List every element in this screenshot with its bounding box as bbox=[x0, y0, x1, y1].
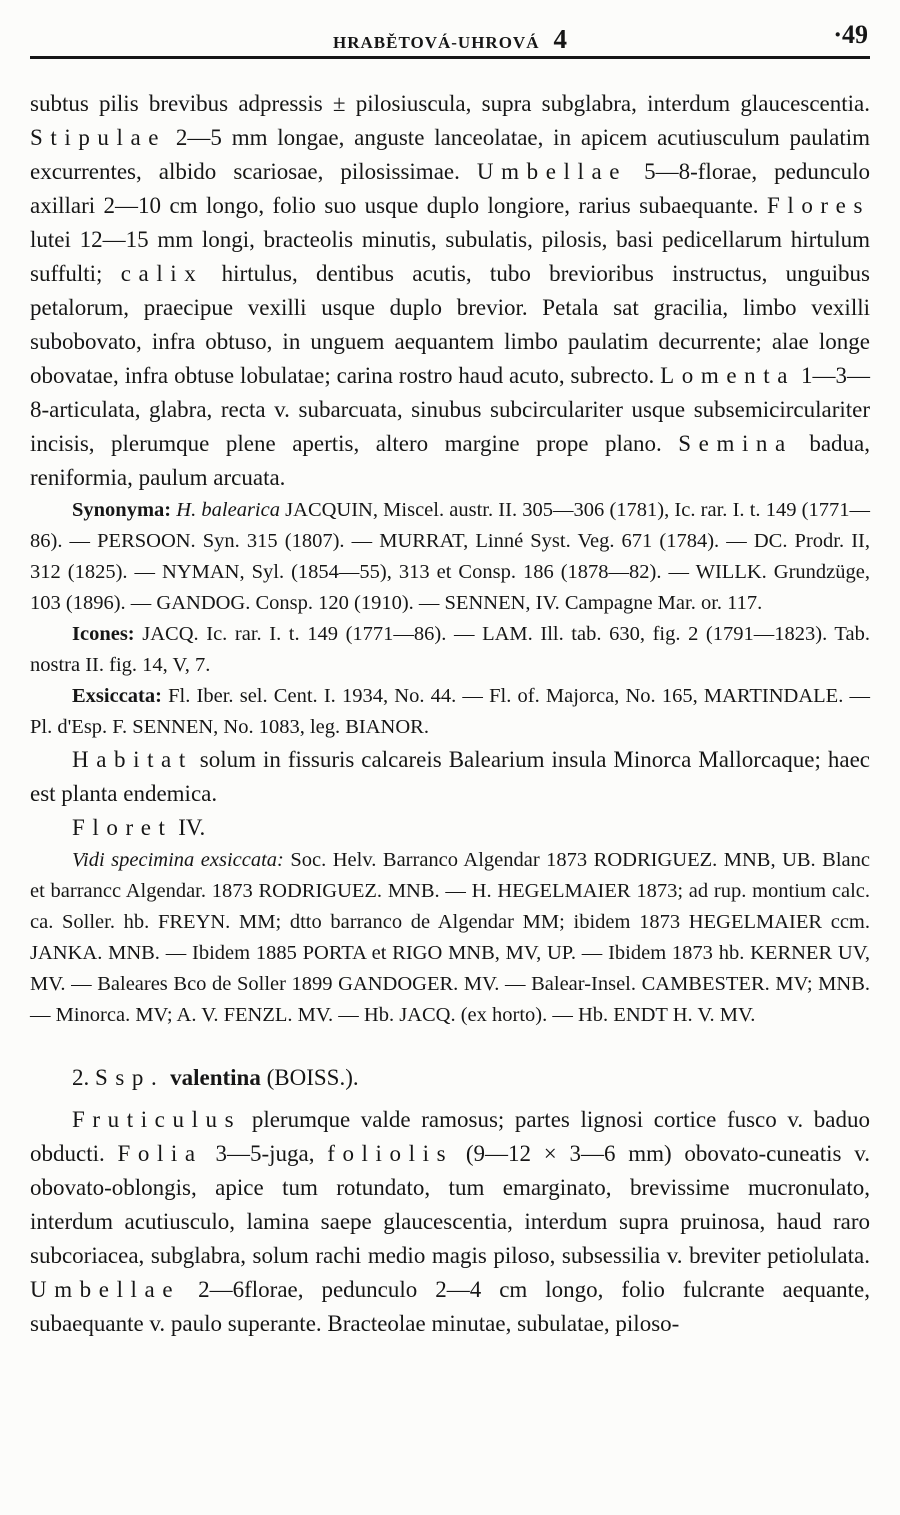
paragraph-habitat bbox=[30, 743, 870, 811]
text-segment: IV. bbox=[172, 815, 206, 840]
paragraph-icones bbox=[30, 619, 870, 681]
text-segment: valentina bbox=[170, 1065, 261, 1090]
text-segment: Habitat bbox=[72, 747, 193, 772]
text-segment: 5—8-florae, pedunculo axillari 2—10 cm longo, folio suo usque duplo longiore, rarius subaequante. bbox=[30, 159, 870, 218]
text-segment: JACQ. Ic. rar. I. t. 149 (1771—86). — LAM. Ill. tab. 630, fig. 2 (1791—1823). Tab. nostra II. fig. 14, V, 7. bbox=[30, 623, 871, 676]
text-segment: 3—5-juga, bbox=[202, 1141, 328, 1166]
running-title: HRABĚTOVÁ-UHROVÁ bbox=[333, 33, 540, 52]
text-segment: Umbellae bbox=[476, 159, 628, 184]
text-segment: Flores bbox=[766, 193, 870, 218]
text-segment: Exsiccata: bbox=[72, 685, 169, 707]
text-segment: Stipulae bbox=[30, 125, 167, 150]
text-segment: Soc. Helv. Barranco Algendar 1873 RODRIGUEZ. MNB, UB. Blanc et barrancc Algendar. 1873 RODRIGUEZ. MNB. — H. HEGELMAIER 1873; ad rup. montium calc. ca. Soller. hb. FREYN. MM; dtto barranco de Algendar MM; ibidem 1873 HEGELMAIER ccm. JANKA. MNB. — Ibidem 1885 PORTA et RIGO MNB, MV, UP. — Ibidem 1873 hb. KERNER UV, MV. — Baleares Bco de Soller 1899 GANDOGER. MV. — Balear-Insel. CAMBESTER. MV; MNB. — Minorca. MV; A. V. FENZL. MV. — Hb. JACQ. (ex horto). — Hb. ENDT H. V. MV. bbox=[30, 849, 870, 1026]
text-segment: plerumque valde ramosus; partes lignosi cortice fusco v. baduo obducti. bbox=[30, 1107, 870, 1166]
text-segment: hirtulus, dentibus acutis, tubo brevioribus instructus, unguibus petalorum, praecipue vexilli usque duplo brevior. Petala sat gracilia, limbo vexilli subobovato, infra obtuso, in unguem aequantem limbo paulatim decurrente; alae longe obovatae, infra obtuse lobulatae; carina rostro haud acuto, subrecto. bbox=[30, 261, 870, 388]
paragraph-floret bbox=[30, 811, 870, 845]
text-segment: calix bbox=[120, 261, 204, 286]
paragraph-exsiccata bbox=[30, 681, 870, 743]
page-body bbox=[30, 87, 870, 1341]
paragraph-fruticulus bbox=[30, 1103, 870, 1341]
text-segment: foliolis bbox=[327, 1141, 454, 1166]
heading-subspecies-valentina bbox=[30, 1061, 870, 1095]
paragraph-synonyma bbox=[30, 495, 870, 619]
text-segment: Folia bbox=[117, 1141, 203, 1166]
page-header bbox=[30, 18, 870, 54]
text-segment: Ssp. bbox=[95, 1065, 165, 1090]
page-number: ·49 bbox=[833, 20, 868, 49]
text-segment: subtus pilis brevibus adpressis ± pilosiuscula, supra subglabra, interdum glaucescentia. bbox=[30, 91, 870, 116]
text-segment: lutei 12—15 mm longi, bracteolis minutis, subulatis, pilosis, basi pedicellarum hirtulum suffulti; bbox=[30, 227, 870, 286]
text-segment: H. balearica bbox=[176, 499, 280, 521]
text-segment: 2. bbox=[72, 1065, 95, 1090]
text-segment: (9—12 × 3—6 mm) obovato-cuneatis v. obovato-oblongis, apice tum rotundato, tum emarginato, brevissime mucronulato, interdum acutiusculo, lamina saepe glaucescentia, interdum supra pruinosa, haud raro subcoriacea, subglabra, solum rachi medio magis piloso, subsessilia v. breviter petiolulata. bbox=[30, 1141, 870, 1268]
text-segment: Vidi specimina exsiccata: bbox=[72, 849, 284, 871]
text-segment: Semina bbox=[678, 431, 793, 456]
text-segment: JACQUIN, Miscel. austr. II. 305—306 (1781), Ic. rar. I. t. 149 (1771—86). — PERSOON. Syn. 315 (1807). — MURRAT, Linné Syst. Veg. 671 (1784). — DC. Prodr. II, 312 (1825). — NYMAN, Syl. (1854—55), 313 et Consp. 186 (1878—82). — WILLK. Grundzüge, 103 (1896). — GANDOG. Consp. 120 (1910). — SENNEN, IV. Campagne Mar. or. 117. bbox=[30, 499, 870, 614]
text-segment: 1—3—8-articulata, glabra, recta v. subarcuata, sinubus subcirculariter usque subsemicirculariter incisis, plerumque plene apertis, altero margine prope plano. bbox=[30, 363, 871, 456]
text-segment: 2—5 mm longae, anguste lanceolatae, in apicem acutiusculum paulatim excurrentes, albido scariosae, pilosissimae. bbox=[30, 125, 870, 184]
text-segment: Fl. Iber. sel. Cent. I. 1934, No. 44. — Fl. of. Majorca, No. 165, MARTINDALE. — Pl. d'Esp. F. SENNEN, No. 1083, leg. BIANOR. bbox=[30, 685, 870, 738]
text-segment: Icones: bbox=[72, 623, 143, 645]
section-number: 4 bbox=[553, 24, 567, 54]
running-head bbox=[30, 24, 870, 55]
text-segment: Floret bbox=[72, 815, 173, 840]
paragraph-vidi-specimina bbox=[30, 845, 870, 1031]
text-segment: Synonyma: bbox=[72, 499, 177, 521]
text-segment: Umbellae bbox=[30, 1277, 181, 1302]
paragraph-description-continuation bbox=[30, 87, 870, 495]
text-segment: 2—6florae, pedunculo 2—4 cm longo, folio fulcrante aequante, subaequante v. paulo superante. Bracteolae minutae, subulatae, piloso- bbox=[30, 1277, 870, 1336]
text-segment: badua, reniformia, paulum arcuata. bbox=[30, 431, 870, 490]
text-segment: Fruticulus bbox=[72, 1107, 242, 1132]
text-segment: (BOISS.). bbox=[260, 1065, 359, 1090]
text-segment: Lomenta bbox=[660, 363, 796, 388]
header-rule bbox=[30, 56, 870, 59]
text-segment: solum in fissuris calcareis Balearium insula Minorca Mallorcaque; haec est planta endemica. bbox=[30, 747, 870, 806]
